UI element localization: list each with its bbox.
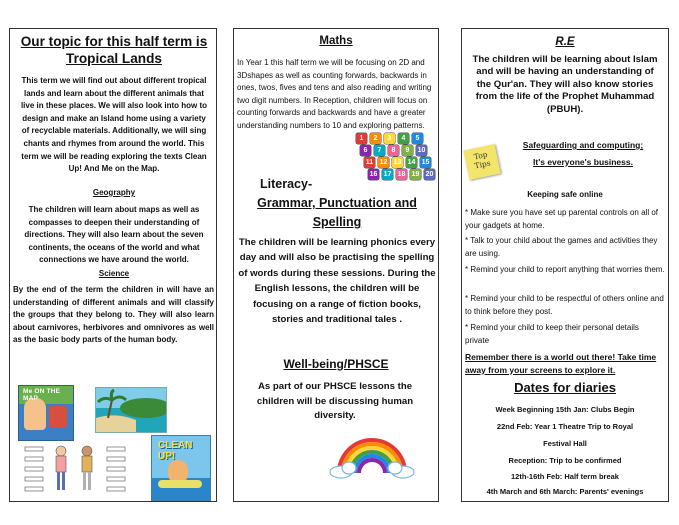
literacy-heading-2: Grammar, Punctuation and Spelling bbox=[257, 196, 417, 229]
topic-intro: This term we will find out about different tropical lands and learn about the different animals that live in these places. We will also look into how to design and make an Island home using a variety of recyclable materials. Additionally, we will sing chants and rhymes from around the world. This term we will be reading exploring the texts Clean Up! And Me on the Map. bbox=[20, 76, 208, 174]
number-tile: 8 bbox=[388, 145, 399, 156]
literacy-text: The children will be learning phonics every day and will also be practising the spelling of words during these sessions. During the English lessons, the children will be focusing on a range of fiction books, stories and traditional tales . bbox=[238, 237, 436, 326]
number-tile: 3 bbox=[384, 133, 395, 144]
maths-literacy-panel bbox=[233, 28, 439, 502]
topic-title: Our topic for this half term is Tropical Lands bbox=[20, 34, 208, 66]
number-tile: 1 bbox=[356, 133, 367, 144]
date-item: Festival Hall bbox=[543, 439, 587, 448]
book1-title: Me ON THE MAP bbox=[23, 388, 61, 402]
number-tile: 18 bbox=[397, 171, 406, 178]
topic-panel bbox=[9, 28, 217, 502]
me-on-the-map-book-image bbox=[18, 385, 74, 441]
wellbeing-text: As part of our PHSCE lessons the children will be discussing human diversity. bbox=[256, 381, 414, 421]
safety-tip: * Remind your child to report anything that worries them. bbox=[465, 265, 665, 274]
maths-heading: Maths bbox=[319, 35, 353, 47]
date-item: 22nd Feb: Year 1 Theatre Trip to Royal bbox=[496, 422, 634, 431]
safety-tip: * Make sure you have set up parental controls on all of your gadgets at home. bbox=[465, 208, 658, 230]
tropical-island-image bbox=[95, 387, 167, 433]
date-item: 12th-16th Feb: Half term break bbox=[511, 472, 619, 481]
number-tile: 2 bbox=[370, 133, 381, 144]
number-tile: 10 bbox=[417, 147, 426, 154]
number-tile: 9 bbox=[402, 145, 413, 156]
body-parts-worksheet-image bbox=[23, 443, 127, 495]
number-tile: 6 bbox=[360, 145, 371, 156]
safeguarding-heading-1: Safeguarding and computing; bbox=[522, 140, 644, 150]
rainbow-image bbox=[329, 425, 415, 481]
number-tile: 5 bbox=[412, 133, 423, 144]
dates-heading: Dates for diaries bbox=[514, 380, 616, 395]
number-tile: 14 bbox=[407, 159, 416, 166]
literacy-heading-1: Literacy- bbox=[260, 177, 313, 191]
keeping-safe-heading: Keeping safe online bbox=[527, 190, 603, 199]
wellbeing-heading: Well-being/PHSCE bbox=[283, 357, 389, 371]
re-heading: R.E bbox=[555, 36, 575, 48]
number-tile: 13 bbox=[393, 159, 402, 166]
safety-tip: * Talk to your child about the games and activities they are using. bbox=[465, 236, 658, 258]
safeguarding-heading-2: It's everyone's business. bbox=[533, 157, 633, 167]
number-tile: 20 bbox=[425, 171, 434, 178]
date-item: Week Beginning 15th Jan: Clubs Begin bbox=[495, 405, 635, 414]
number-tile: 19 bbox=[411, 171, 420, 178]
safety-tip: * Remind your child to be respectful of others online and to think before they post. bbox=[465, 294, 664, 316]
geography-text: The children will learn about maps as well as compasses to deepen their understanding of directions. They will also learn about the seven continents, the oceans of the world and what connections we have around the world. bbox=[24, 205, 204, 265]
clean-up-book-image bbox=[151, 435, 211, 501]
science-heading: Science bbox=[98, 269, 130, 278]
top-tips-note bbox=[463, 144, 501, 180]
safety-tip: * Remind your child to keep their personal details private bbox=[465, 323, 639, 345]
number-tile: 15 bbox=[421, 159, 430, 166]
maths-text: In Year 1 this half term we will be focusing on 2D and 3Dshapes as well as counting forwards, backwards in ones, twos, fives and tens and also reading and writing two digit numbers. In Reception, children will focus on counting forwards and backwards and have a greater understanding numbers to 10 and exploring patterns. bbox=[237, 58, 432, 130]
screen-time-reminder: Remember there is a world out there! Take time away from your screens to explore it. bbox=[465, 352, 657, 375]
number-tile: 7 bbox=[374, 145, 385, 156]
top-tips-label: Top Tips bbox=[472, 149, 492, 171]
number-tile: 4 bbox=[398, 133, 409, 144]
number-tile: 11 bbox=[365, 159, 374, 166]
number-tile: 17 bbox=[383, 171, 392, 178]
number-tile: 16 bbox=[369, 171, 378, 178]
re-text: The children will be learning about Islam and will be having an understanding of the Qur'an. They will also know stories from the life of the Prophet Muhammad (PBUH). bbox=[472, 54, 658, 115]
geography-heading: Geography bbox=[92, 188, 136, 197]
science-text: By the end of the term the children in will have an understanding of different animals and will classify the groups that they belong to. They will also learn about carnivores, herbivores and omnivores as well as the basic body parts of the human body. bbox=[13, 285, 214, 345]
number-tile: 12 bbox=[379, 159, 388, 166]
date-item: 4th March and 6th March: Parents' evenings bbox=[486, 487, 644, 496]
book2-title: CLEAN UP! bbox=[158, 440, 193, 462]
date-item: Reception: Trip to be confirmed bbox=[508, 456, 622, 465]
number-tiles-image bbox=[356, 133, 436, 179]
re-safety-panel bbox=[461, 28, 669, 502]
